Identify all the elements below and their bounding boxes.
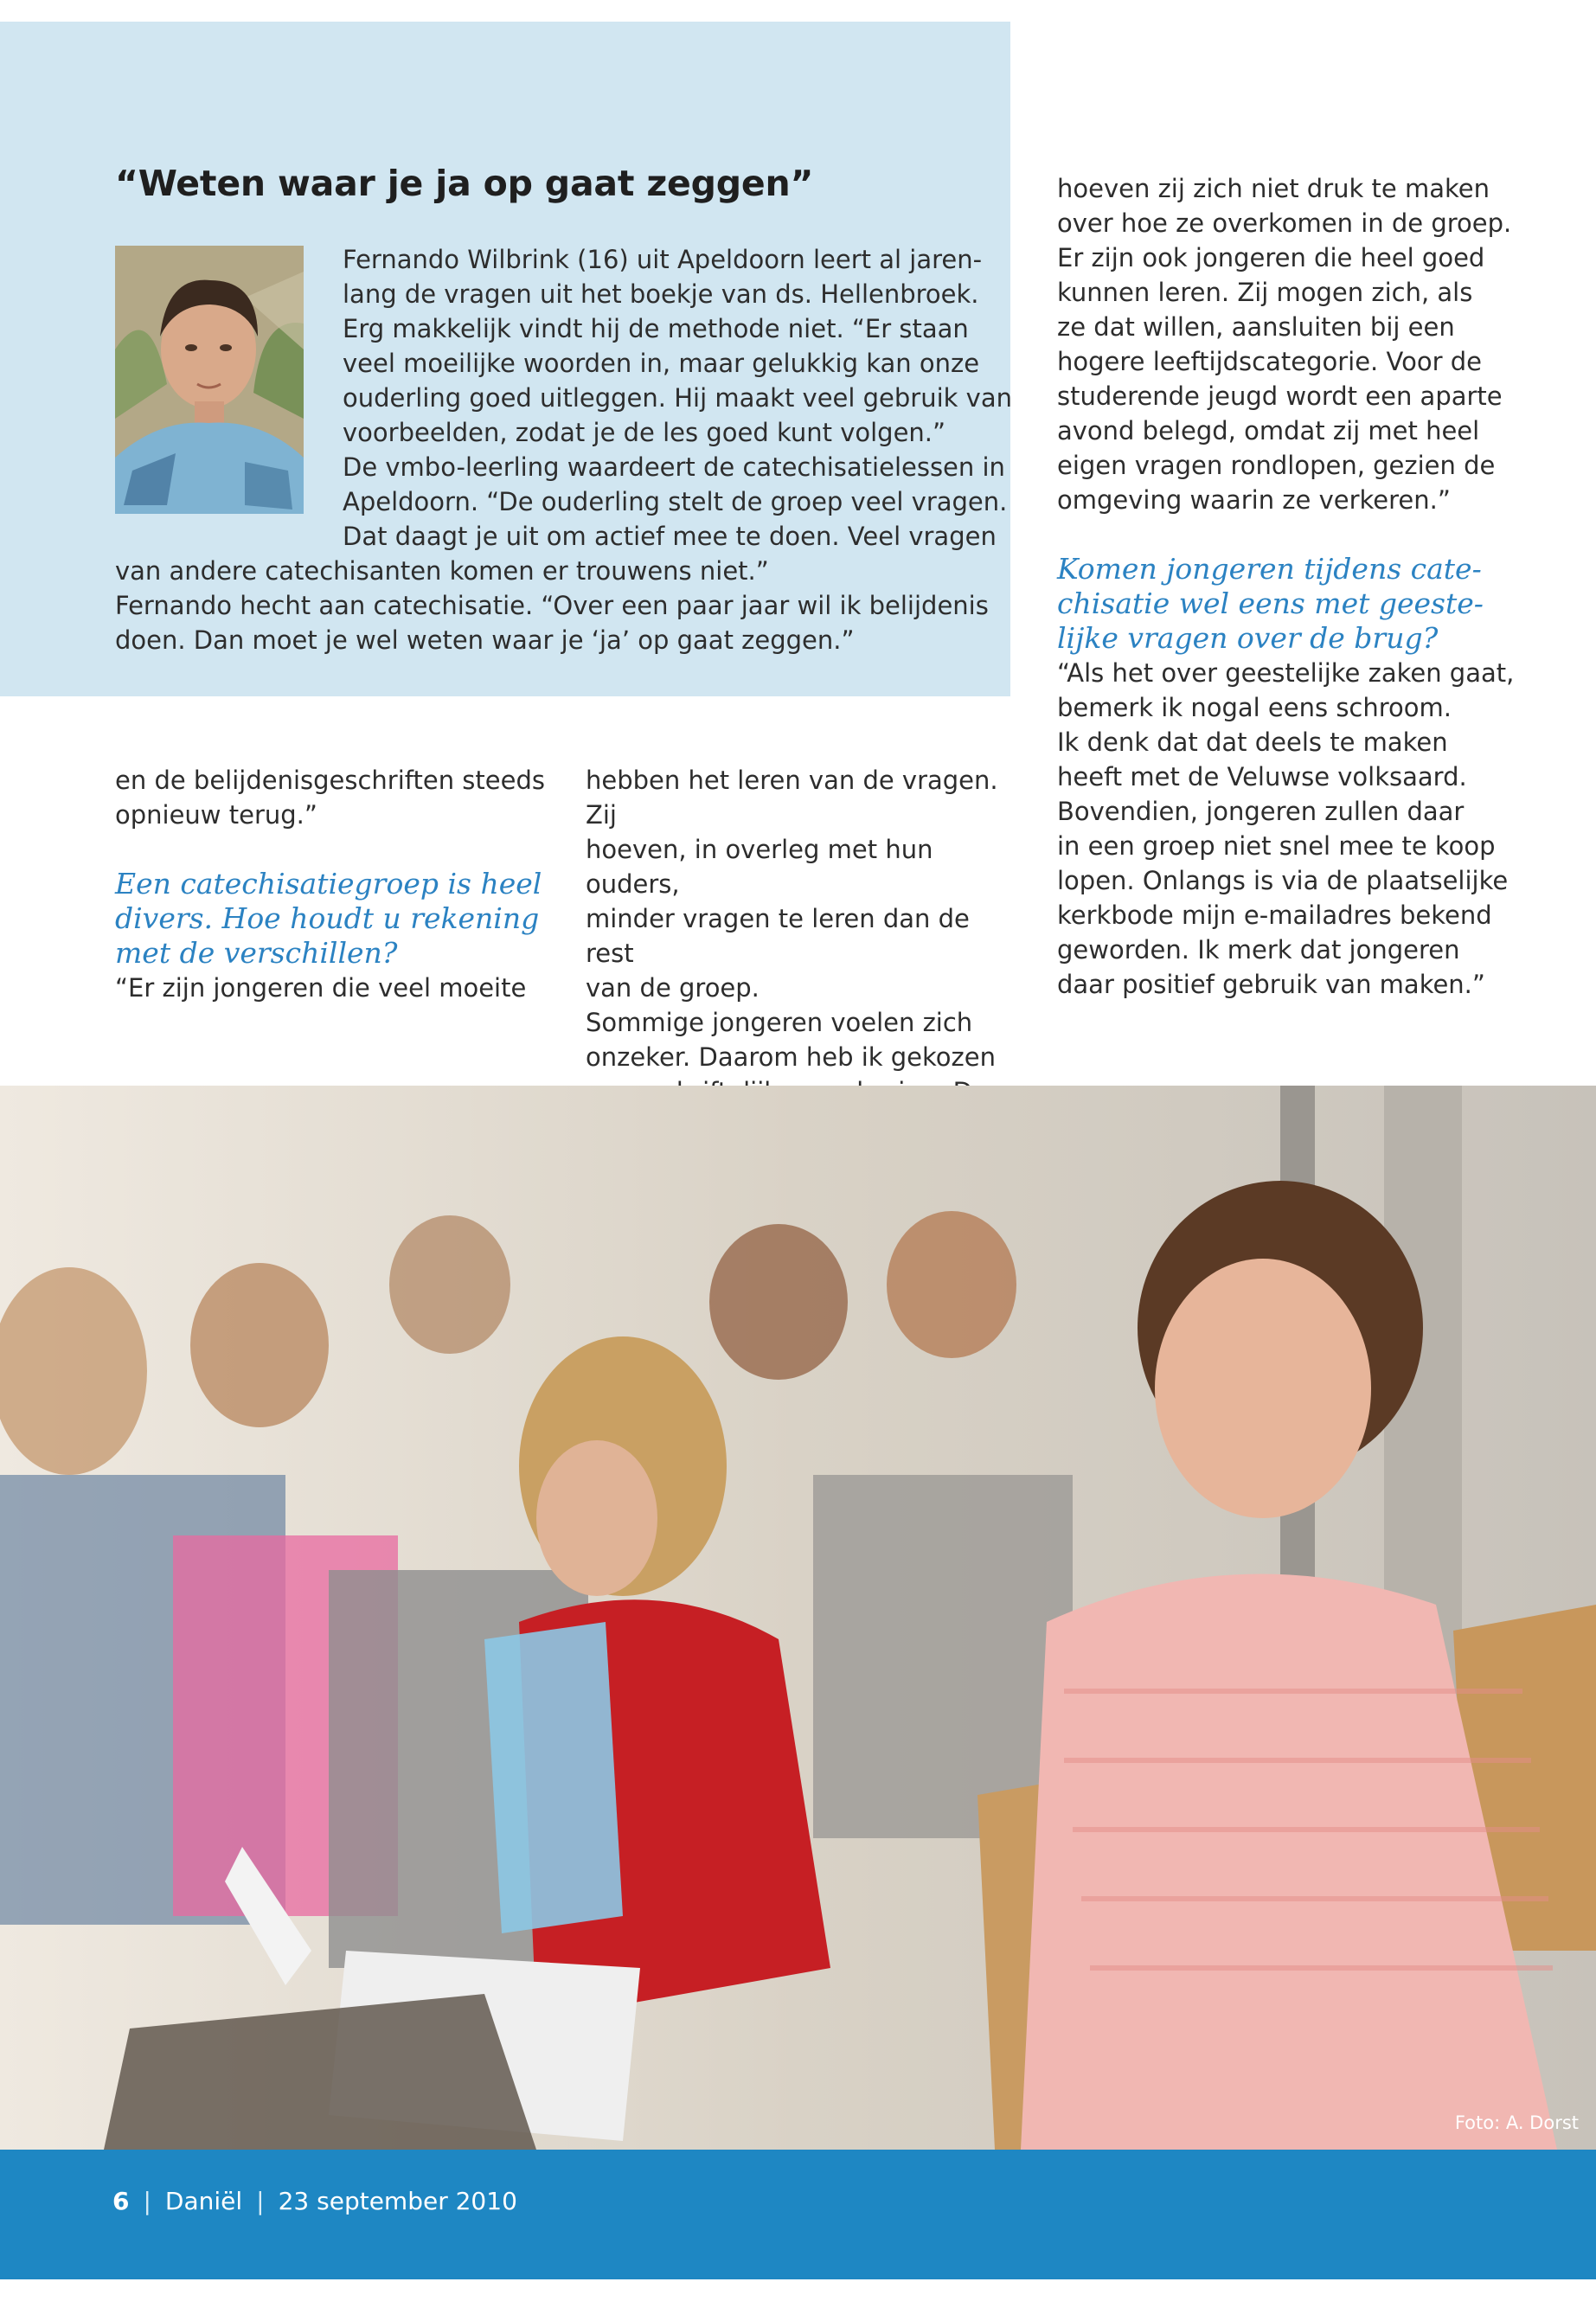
footer-separator: | [143, 2187, 151, 2215]
col3-text-b: “Als het over geestelijke zaken gaat, bemerk ik nogal eens schroom. Ik denk dat dat deels te maken heeft met de Veluwse volksaard. Bovendien, jongeren zullen daar in een groep niet snel mee te koop lopen. Onlangs is via de plaatselijke kerkbode mijn e-mailadres bekend geworden. Ik merk dat jongeren daar positief gebruik van maken.” [1057, 658, 1515, 999]
col2-text: hebben het leren van de vragen. Zij hoeven, in overleg met hun ouders, minder vragen te leren dan de rest van de groep. Sommige jongeren voelen zich onzeker. Daarom heb ik gekozen [586, 766, 998, 1072]
col1-text-b: “Er zijn jongeren die veel moeite [115, 973, 527, 1003]
col3-question: Komen jongeren tijdens cate- chisatie wel eens met geeste- lijke vragen over de brug? [1057, 552, 1484, 655]
magazine-name: Daniël [164, 2187, 243, 2215]
issue-date: 23 september 2010 [278, 2187, 517, 2215]
column-2 [586, 763, 1018, 1109]
class-photo-illustration [0, 1086, 1596, 2150]
portrait-photo [115, 246, 304, 514]
footer-info [112, 2187, 517, 2215]
col1-text-a: en de belijdenisgeschriften steeds opnieuw terug.” [115, 766, 545, 830]
intro-text: Fernando Wilbrink (16) uit Apeldoorn leert al jaren- lang de vragen uit het boekje van ds. Hellenbroek. Erg makkelijk vindt hij de methode niet. “Er staan veel moeilijke woorden in, maar gelukkig kan onze ouderling goed uitleggen. Hij maakt veel gebruik van voorbeelden, zodat je de les goed kunt volgen.” De vmbo-leerling waardeert de catechisatielessen in Apeldoorn. “De ouderling stelt de groep veel vragen. Dat daagt je uit om actief mee te doen. Veel vragen [343, 245, 1012, 551]
column-1 [115, 763, 565, 1005]
col1-question: Een catechisatiegroep is heel divers. Hoe houdt u rekening met de verschillen? [115, 867, 542, 970]
page-number: 6 [112, 2187, 130, 2215]
class-photo [0, 1086, 1596, 2150]
intro-text-full: van andere catechisanten komen er trouwens niet.” Fernando hecht aan catechisatie. “Over een paar jaar wil ik belijdenis doen. Dan moet je wel weten waar je ‘ja’ op gaat zeggen.” [115, 556, 989, 655]
portrait-illustration [115, 246, 304, 514]
footer-separator: | [256, 2187, 265, 2215]
col3-text-a: hoeven zij zich niet druk te maken over hoe ze overkomen in de groep. Er zijn ook jongeren die heel goed kunnen leren. Zij mogen zich, als ze dat willen, aansluiten bij een hogere leeftijdscategorie. Voor de studerende jeugd wordt een aparte avond belegd, omdat zij met heel eigen vragen rondlopen, gezien de omgeving waarin ze verkeren.” [1057, 174, 1512, 515]
box-title: “Weten waar je ja op gaat zeggen” [115, 163, 814, 204]
column-3 [1057, 171, 1542, 1002]
photo-credit: Foto: A. Dorst [1454, 2112, 1579, 2133]
